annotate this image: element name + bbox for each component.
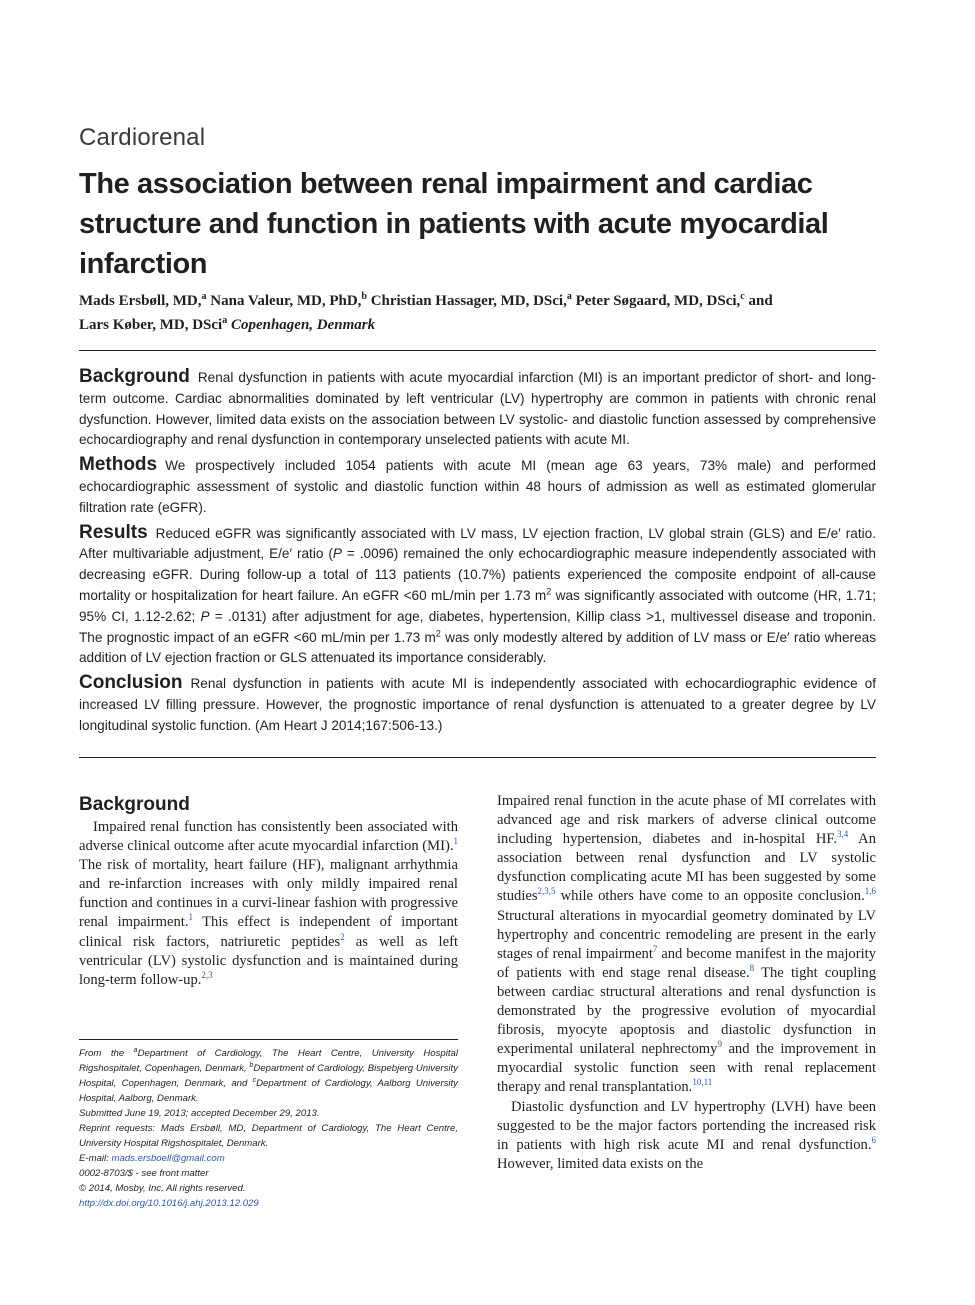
- issn-note: 0002-8703/$ - see front matter: [79, 1168, 209, 1179]
- citation-link[interactable]: 9: [717, 1039, 722, 1050]
- body-section-heading: Background: [79, 794, 190, 815]
- footnote-text: Department of Cardiology, Aalborg University Hospital, Aalborg, Denmark.: [79, 1078, 458, 1104]
- doi-link[interactable]: http://dx.doi.org/10.1016/j.ahj.2013.12.029: [79, 1198, 259, 1209]
- author-name: Nana Valeur, MD, PhD,: [210, 293, 362, 309]
- email-link[interactable]: mads.ersboell@gmail.com: [111, 1153, 225, 1164]
- body-text: Impaired renal function in the acute phase of MI correlates with advanced age and risk markers of adverse clinical outcome including hypertension, diabetes and in-hospital HF.: [497, 793, 876, 848]
- affiliation-marker: a: [222, 315, 228, 326]
- citation-link[interactable]: 1: [453, 836, 458, 847]
- body-text: as well as left ventricular (LV) systolic dysfunction and is maintained during long-term follow-up.: [79, 933, 458, 988]
- body-text: while others have come to an opposite conclusion.: [555, 888, 865, 905]
- article-title: The association between renal impairment and cardiac structure and function in patients with acute myocardial infarction: [79, 168, 829, 280]
- footnote-text: Department of Cardiology, The Heart Centre, University Hospital Rigshospitalet, Copenhagen, Denmark,: [79, 1048, 458, 1074]
- author-name: Christian Hassager, MD, DSci,: [370, 293, 567, 309]
- body-column-right: [497, 792, 876, 1174]
- body-text: The tight coupling between cardiac structural alterations and renal dysfunction is demonstrated by the progressive evolution of myocardial fibrosis, myocyte apoptosis and diastolic dysfunction in experimental unilateral nephrectomy: [497, 964, 877, 1058]
- abstract-text: was only modestly altered by addition of LV mass or E/e′ ratio whereas addition of LV ejection fraction or GLS attenuated its importance considerably.: [79, 629, 876, 666]
- footnote-divider: [79, 1039, 458, 1040]
- author-name: Peter Søgaard, MD, DSci,: [575, 293, 741, 309]
- affiliations-note: [79, 1046, 458, 1106]
- body-text: Structural alterations in myocardial geometry dominated by LV hypertrophy and concentric remodeling are present in the early stages of renal impairment: [497, 907, 876, 962]
- body-paragraph: [497, 792, 876, 1098]
- affiliation-marker: c: [740, 291, 745, 302]
- abstract-methods: [79, 455, 876, 518]
- abstract-bottom-divider: [79, 757, 876, 758]
- body-text: Impaired renal function has consistently been associated with adverse clinical outcome after acute myocardial infarction (MI).: [79, 819, 458, 855]
- abstract-results: [79, 523, 876, 670]
- citation-link[interactable]: 1: [188, 912, 193, 923]
- author-name: Lars Køber, MD, DSci: [79, 317, 223, 333]
- citation-link[interactable]: 8: [749, 962, 755, 973]
- author-conjunction: and: [748, 293, 773, 309]
- body-text: Diastolic dysfunction and LV hypertrophy (LVH) have been suggested to be the major factors portending the increased risk in patients with high risk acute MI and renal dysfunction.: [497, 1098, 876, 1153]
- superscript: 2: [546, 586, 552, 597]
- abstract-top-divider: [79, 350, 876, 351]
- abstract-heading: Conclusion: [79, 672, 183, 694]
- affiliation-marker: c: [252, 1076, 257, 1084]
- citation-link[interactable]: 2,3: [201, 969, 213, 980]
- footnote-text: E-mail:: [79, 1153, 112, 1164]
- abstract-text: was significantly associated with outcome (HR, 1.71; 95% CI, 1.12-2.62;: [79, 587, 876, 624]
- abstract-text: Reduced eGFR was significantly associated with LV mass, LV ejection fraction, LV global strain (GLS) and E/e′ ratio. After multivariable adjustment, E/e′ ratio (: [79, 525, 876, 562]
- citation-link[interactable]: 10,11: [692, 1077, 713, 1088]
- email-note: [79, 1151, 458, 1166]
- body-text: This effect is independent of important clinical risk factors, natriuretic peptides: [79, 914, 458, 950]
- abstract-heading: Background: [79, 366, 190, 387]
- abstract-heading: Results: [79, 521, 148, 543]
- affiliation-marker: a: [566, 291, 572, 302]
- abstract-text: Renal dysfunction in patients with acute MI is independently associated with echocardiographic evidence of increased LV filling pressure. However, the prognostic importance of renal dysfunction is attenuated to a greater degree by LV longitudinal systolic function. (Am Heart J 2014;167:506-13.): [79, 676, 876, 733]
- citation-link[interactable]: 1,6: [864, 886, 876, 897]
- reprint-note: Reprint requests: Mads Ersbøll, MD, Department of Cardiology, The Heart Centre, University Hospital Rigshospitalet, Denmark.: [79, 1123, 458, 1149]
- body-paragraph: [79, 818, 458, 990]
- author-location: Copenhagen, Denmark: [230, 317, 376, 333]
- p-value-symbol: P: [200, 608, 210, 624]
- abstract-text: Renal dysfunction in patients with acute myocardial infarction (MI) is an important predictor of short- and long-term outcome. Cardiac abnormalities dominated by left ventricular (LV) hypertrophy are common in patients with chronic renal dysfunction. However, limited data exists on the association between LV systolic- and diastolic function assessed by comprehensive echocardiography and renal dysfunction in contemporary unselected patients with acute MI.: [79, 370, 876, 448]
- author-name: Mads Ersbøll, MD,: [79, 293, 202, 309]
- citation-link[interactable]: 2: [340, 931, 345, 942]
- body-column-left: [79, 818, 458, 990]
- abstract-background: [79, 367, 876, 451]
- affiliation-marker: a: [201, 291, 207, 302]
- body-paragraph: [497, 1098, 876, 1174]
- body-text: and the improvement in myocardial systolic function seen with renal replacement therapy and renal transplantation.: [497, 1041, 876, 1096]
- abstract-heading: Methods: [79, 454, 158, 476]
- author-list: [79, 287, 879, 335]
- body-text: However, limited data exists on the: [497, 1155, 704, 1172]
- copyright-note: © 2014, Mosby, Inc. All rights reserved.: [79, 1183, 246, 1194]
- p-value-symbol: P: [332, 546, 342, 562]
- abstract-conclusion: [79, 673, 876, 736]
- submission-note: Submitted June 19, 2013; accepted December 29, 2013.: [79, 1108, 320, 1119]
- citation-link[interactable]: 2,3,5: [537, 886, 556, 897]
- affiliation-marker: b: [249, 1061, 254, 1069]
- body-text: The risk of mortality, heart failure (HF), malignant arrhythmia and re-infarction increases with only mildly impaired renal function and continues in a curvi-linear fashion with progressive renal impairment.: [79, 857, 458, 931]
- superscript: 2: [435, 628, 441, 639]
- citation-link[interactable]: 6: [871, 1134, 876, 1145]
- abstract-text: = .0096) remained the only echocardiographic measure independently associated with decreasing eGFR. During follow-up a total of 113 patients (10.7%) patients experienced the composite endpoint of all-cause mortality or hospitalization for heart failure. An eGFR <60 mL/min per 1.73 m: [79, 546, 876, 603]
- footnote-text: From the: [79, 1048, 134, 1059]
- affiliation-marker: a: [133, 1046, 138, 1054]
- citation-link[interactable]: 7: [652, 943, 658, 954]
- footnotes: [79, 1046, 458, 1211]
- abstract: [79, 367, 876, 741]
- abstract-text: We prospectively included 1054 patients with acute MI (mean age 63 years, 73% male) and performed echocardiographic assessment of systolic and diastolic function within 48 hours of admission as well as estimated glomerular filtration rate (eGFR).: [79, 458, 876, 515]
- body-text: An association between renal dysfunction and LV systolic dysfunction complicating acute MI has been suggested by some studies: [497, 831, 876, 905]
- abstract-text: = .0131) after adjustment for age, diabetes, hypertension, Killip class >1, multivessel disease and troponin. The prognostic impact of an eGFR <60 mL/min per 1.73 m: [79, 608, 876, 645]
- section-label: Cardiorenal: [79, 124, 206, 151]
- affiliation-marker: b: [361, 291, 367, 302]
- footnote-text: Department of Cardiology, Bispebjerg University Hospital, Copenhagen, Denmark, and: [79, 1063, 458, 1089]
- citation-link[interactable]: 3,4: [837, 829, 849, 840]
- body-text: and become manifest in the majority of patients with end stage renal disease.: [497, 945, 876, 981]
